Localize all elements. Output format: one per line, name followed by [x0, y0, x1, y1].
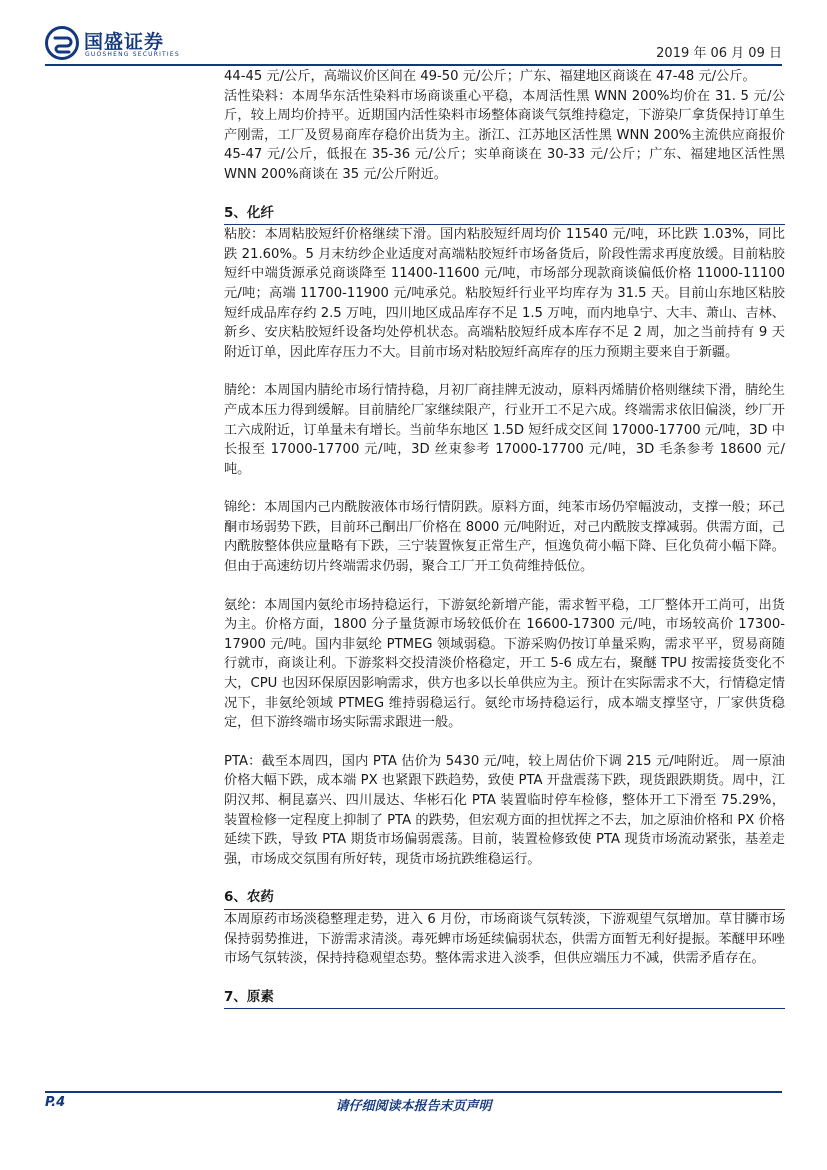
section-paragraph: 锦纶：本周国内己内酰胺液体市场行情阴跌。原料方面，纯苯市场仍窄幅波动，支撑一般；环己酮市场弱势下跌，目前环己酮出厂价格在 8000 元/吨附近，对己内酰胺支撑减弱。供需方面，己内酰胺整体供应量略有下跌，三宁装置恢复正常生产，恒逸负荷小幅下降、巨化负荷小幅下降。但由于高速纺切片终端需求仍弱，聚合工厂开工负荷维持低位。 [224, 500, 785, 575]
section-paragraph: 本周原药市场淡稳整理走势，进入 6 月份，市场商谈气氛转淡，下游观望气氛增加。草甘膦市场保持弱势推进，下游需求清淡。毒死蜱市场延续偏弱状态，供需方面暂无利好提振。苯醚甲环唑市场气氛转淡，保持持稳观望态势。整体需求进入淡季，但供应端压力不减，供需矛盾存在。 [224, 911, 785, 967]
intro-paragraph: 44-45 元/公斤，高端议价区间在 49-50 元/公斤；广东、福建地区商谈在 47-48 元/公斤。 [224, 69, 756, 84]
spacer [224, 577, 785, 596]
spacer [224, 869, 785, 888]
disclaimer-note: 请仔细阅读本报告末页声明 [335, 1099, 492, 1114]
intro-paragraph: 活性染料：本周华东活性染料市场商谈重心平稳，本周活性黑 WNN 200%均价在 31. 5 元/公斤，较上周均价持平。近期国内活性染料市场整体商谈气氛维持稳定，下游染厂拿货保持订单生产刚需，工厂及贸易商库存稳价出货为主。浙江、江苏地区活性黑 WNN 200%主流供应商报价 45-47 元/公斤，低报在 35-36 元/公斤；实单商谈在 30-33 元/公斤；广东、福建地区活性黑 WNN 200%商谈在 35 元/公斤附近。 [224, 88, 785, 182]
company-logo-icon [45, 26, 79, 60]
spacer [224, 969, 785, 988]
report-body [224, 67, 785, 1009]
spacer [224, 733, 785, 752]
section-paragraph: 粘胶：本周粘胶短纤价格继续下滑。国内粘胶短纤周均价 11540 元/吨，环比跌 1.03%，同比跌 21.60%。5 月末纺纱企业适度对高端粘胶短纤市场备货后，阶段性需求再度放缓。目前粘胶短纤中端货源承兑商谈降至 11400-11600 元/吨，市场部分现款商谈偏低价格 11000-11100 元/吨；高端 11700-11900 元/吨承兑。粘胶短纤行业平均库存为 31.5 天。目前山东地区粘胶短纤成品库存约 2.5 万吨，四川地区成品库存不足 1.5 万吨，而内地阜宁、大丰、萧山、吉林、新乡、安庆粘胶短纤设备均处停机状态。高端粘胶短纤成本库存不足 2 周，加之当前持有 9 天附近订单，因此库存压力不大。目前市场对粘胶短纤高库存的压力预期主要来自于新疆。 [224, 227, 785, 360]
logo-text: 国盛证券 [84, 31, 165, 53]
spacer [224, 362, 785, 381]
section-paragraph: 氨纶：本周国内氨纶市场持稳运行，下游氨纶新增产能，需求暂平稳，工厂整体开工尚可，出货为主。价格方面，1800 分子量货源市场较低价在 16600-17300 元/吨，市场较高价 17300-17900 元/吨。国内非氨纶 PTMEG 领域弱稳。下游采购仍按订单量采购，需求平平，贸易商随行就市，商谈让利。下游浆料交投清淡价格稳定，开工 5-6 成左右，聚醚 TPU 按需接货变化不大，CPU 也因环保原因影响需求，供方也多以长单供应为主。预计在实际需求不大，行情稳定情况下，非氨纶领域 PTMEG 维持弱稳运行。氨纶市场持稳运行，成本端支撑坚守，厂家供货稳定，但下游终端市场实际需求跟进一般。 [224, 597, 785, 731]
page-header [0, 0, 827, 62]
section-paragraph: PTA：截至本周四，国内 PTA 估价为 5430 元/吨，较上周估价下调 215 元/吨附近。 周一原油价格大幅下跌，成本端 PX 也紧跟下跌趋势，致使 PTA 开盘震荡下跌，现货跟跌期货。周中，江阴汉邦、桐昆嘉兴、四川晟达、华彬石化 PTA 装置临时停车检修，整体开工下滑至 75.29%，装置检修一定程度上抑制了 PTA 的跌势，但宏观方面的担忧挥之不去，加之原油价格和 PX 价格延续下跌，导致 PTA 期货市场偏弱震荡。目前，装置检修致使 PTA 现货市场流动紧张，基差走强，市场成交氛围有所好转，现货市场抗跌维稳运行。 [224, 753, 785, 867]
section-title: 6、农药 [224, 888, 785, 910]
spacer [224, 479, 785, 498]
page-number: P.4 [45, 1095, 66, 1110]
section-title: 7、原素 [224, 988, 785, 1010]
header-divider [45, 64, 782, 66]
section-paragraph: 腈纶：本周国内腈纶市场行情持稳，月初厂商挂牌无波动，原料丙烯腈价格则继续下滑，腈纶生产成本压力得到缓解。目前腈纶厂家继续限产，行业开工不足六成。终端需求依旧偏淡，纱厂开工六成附近，订单量未有增长。当前华东地区 1.5D 短纤成交区间 17000-17700 元/吨，3D 中长报至 17000-17700 元/吨，3D 丝束参考 17000-17700 元/吨，3D 毛条参考 18600 元/吨。 [224, 383, 785, 477]
footer-divider [45, 1091, 782, 1093]
spacer [224, 185, 785, 204]
section-title: 5、化纤 [224, 204, 785, 226]
report-date: 2019 年 06 月 09 日 [656, 46, 782, 61]
logo-english-text: GUOSHENG SECURITIES [85, 51, 180, 58]
